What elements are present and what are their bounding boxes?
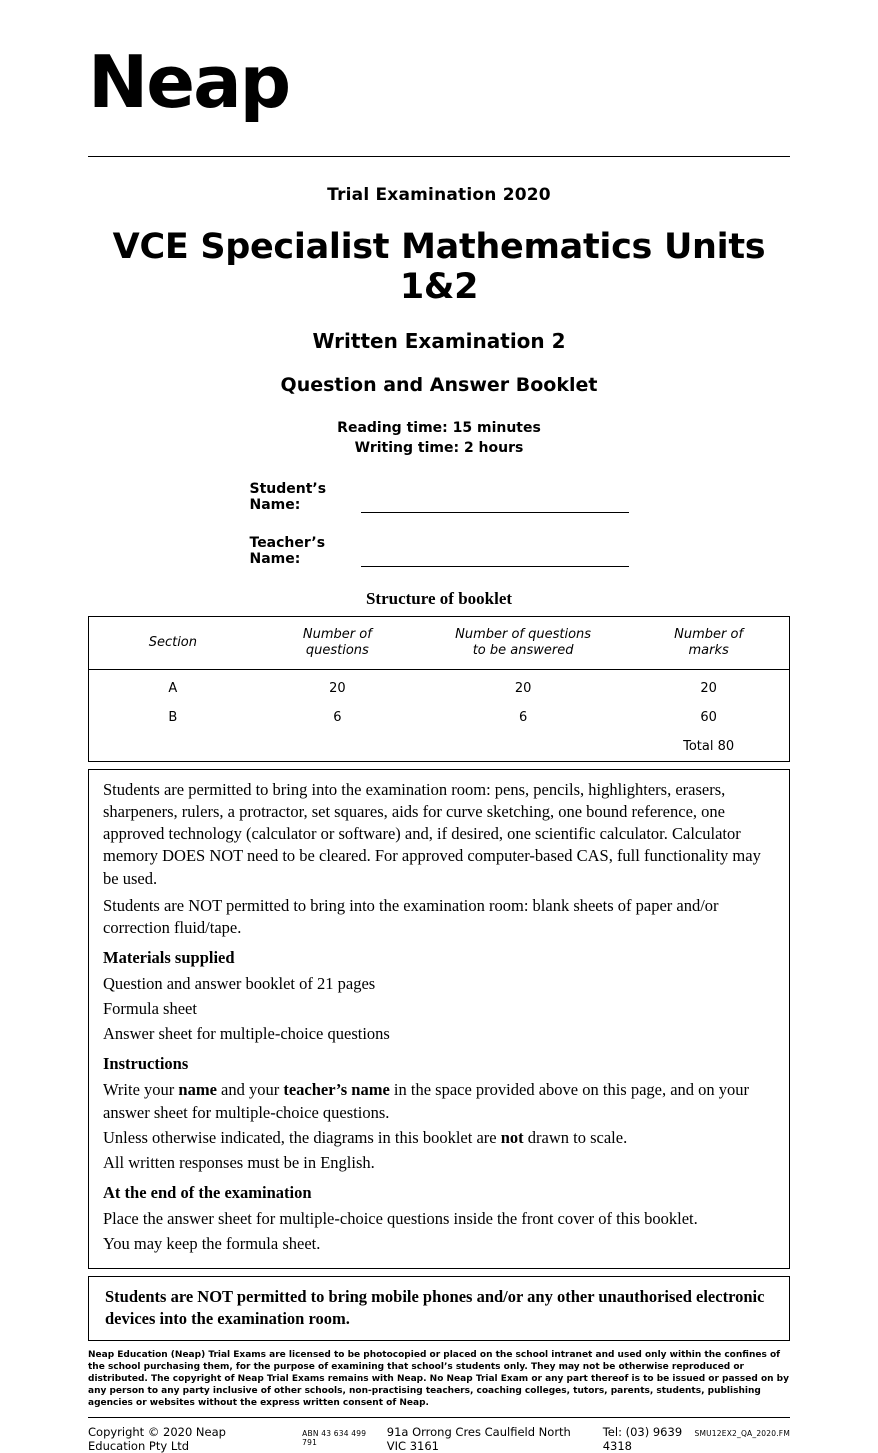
column-header-section: Section — [148, 634, 198, 650]
instructions-box — [88, 769, 790, 1269]
table-row — [89, 703, 790, 732]
exam-times — [88, 418, 790, 459]
permitted-items-text: Students are permitted to bring into the examination room: pens, pencils, highlighters, erasers, sharpeners, rulers, a protractor, set squares, aids for curve sketching, one bound reference, one approved technology (calculator or software) and, if desired, one scientific calculator. Calculator memory DOES NOT need to be cleared. For approved computer-based CAS, full functionality may be used. — [103, 780, 761, 888]
materials-item: Answer sheet for multiple-choice questions — [103, 1024, 390, 1044]
instruction-item-name: Write your name and your teacher’s name in the space provided above on this page, and on your answer sheet for multiple-choice questions. — [103, 1080, 750, 1122]
column-header-number-of-marks: Number of marks — [674, 626, 744, 658]
cell-questions: 6 — [333, 710, 342, 726]
name-fields — [88, 481, 790, 567]
table-total-row — [89, 732, 790, 762]
footer-telephone: Tel: (03) 9639 4318 — [602, 1424, 683, 1453]
teacher-name-label: Teacher’s Name: — [249, 534, 326, 567]
column-header-number-of-questions: Number of questions — [302, 626, 372, 658]
end-of-exam-heading: At the end of the examination — [103, 1182, 312, 1202]
cell-to-answer: 6 — [518, 710, 528, 726]
end-of-exam-item: You may keep the formula sheet. — [103, 1234, 321, 1254]
column-header-to-be-answered: Number of questions to be answered — [455, 626, 592, 658]
footer — [88, 1350, 790, 1453]
footer-document-code: SMU12EX2_QA_2020.FM — [694, 1428, 790, 1438]
footer-abn: ABN 43 634 499 791 — [302, 1428, 367, 1447]
materials-item: Question and answer booklet of 21 pages — [103, 973, 376, 993]
student-name-label: Student’s Name: — [249, 480, 327, 513]
cell-section: A — [168, 681, 178, 697]
cell-marks: 20 — [700, 681, 717, 697]
footer-bar — [88, 1417, 790, 1453]
student-name-row — [88, 481, 790, 513]
cell-section: B — [168, 710, 178, 726]
trial-exam-year: Trial Examination 2020 — [327, 185, 551, 205]
instruction-item-diagrams: Unless otherwise indicated, the diagrams in this booklet are not drawn to scale. — [103, 1127, 628, 1147]
booklet-title: Question and Answer Booklet — [280, 374, 598, 396]
cell-empty — [257, 732, 418, 762]
structure-heading: Structure of booklet — [365, 588, 513, 608]
reading-time: Reading time: 15 minutes — [337, 420, 541, 436]
table-header-row — [89, 616, 790, 670]
table-row — [89, 670, 790, 704]
cell-questions: 20 — [329, 681, 346, 697]
writing-time: Writing time: 2 hours — [354, 440, 524, 457]
neap-logo: Neap — [88, 40, 290, 124]
not-permitted-items-text: Students are NOT permitted to bring into the examination room: blank sheets of paper and/or correction fluid/tape. — [103, 895, 719, 937]
instruction-item-english: All written responses must be in English. — [103, 1152, 375, 1172]
instructions-heading: Instructions — [103, 1054, 189, 1074]
end-of-exam-item: Place the answer sheet for multiple-choice questions inside the front cover of this booklet. — [103, 1208, 698, 1228]
total-marks: Total 80 — [683, 739, 735, 755]
cell-marks: 60 — [700, 710, 717, 726]
footer-address: 91a Orrong Cres Caulfield North VIC 3161 — [386, 1424, 571, 1453]
cell-empty — [418, 732, 628, 762]
teacher-name-row — [88, 535, 790, 567]
written-exam-label: Written Examination 2 — [312, 329, 566, 353]
logo-area — [88, 0, 790, 142]
cell-to-answer: 20 — [514, 681, 532, 697]
warning-box: Students are NOT permitted to bring mobile phones and/or any other unauthorised electronic devices into the examination room. — [88, 1276, 790, 1341]
footer-copyright: Copyright © 2020 Neap Education Pty Ltd — [88, 1424, 226, 1453]
footer-licence-note: Neap Education (Neap) Trial Exams are licensed to be photocopied or placed on the school intranet and used only within the confines of the school purchasing them, for the purpose of examining that school’s students only. They may not be otherwise reproduced or distributed. The copyright of Neap Trial Exams remains with Neap. No Neap Trial Exam or any part thereof is to be issued or passed on by any person to any party inclusive of other schools, non-practising teachers, coaching colleges, tutors, parents, students, publishing agencies or websites without the express written consent of Neap. — [88, 1349, 789, 1408]
materials-supplied-heading: Materials supplied — [103, 947, 235, 967]
teacher-name-input[interactable] — [361, 551, 629, 567]
page-title: VCE Specialist Mathematics Units 1&2 — [112, 227, 766, 307]
structure-table — [88, 616, 790, 763]
cell-empty — [89, 732, 257, 762]
header-divider — [88, 156, 790, 157]
materials-item: Formula sheet — [103, 999, 197, 1019]
title-block — [88, 185, 790, 459]
student-name-input[interactable] — [361, 497, 629, 513]
